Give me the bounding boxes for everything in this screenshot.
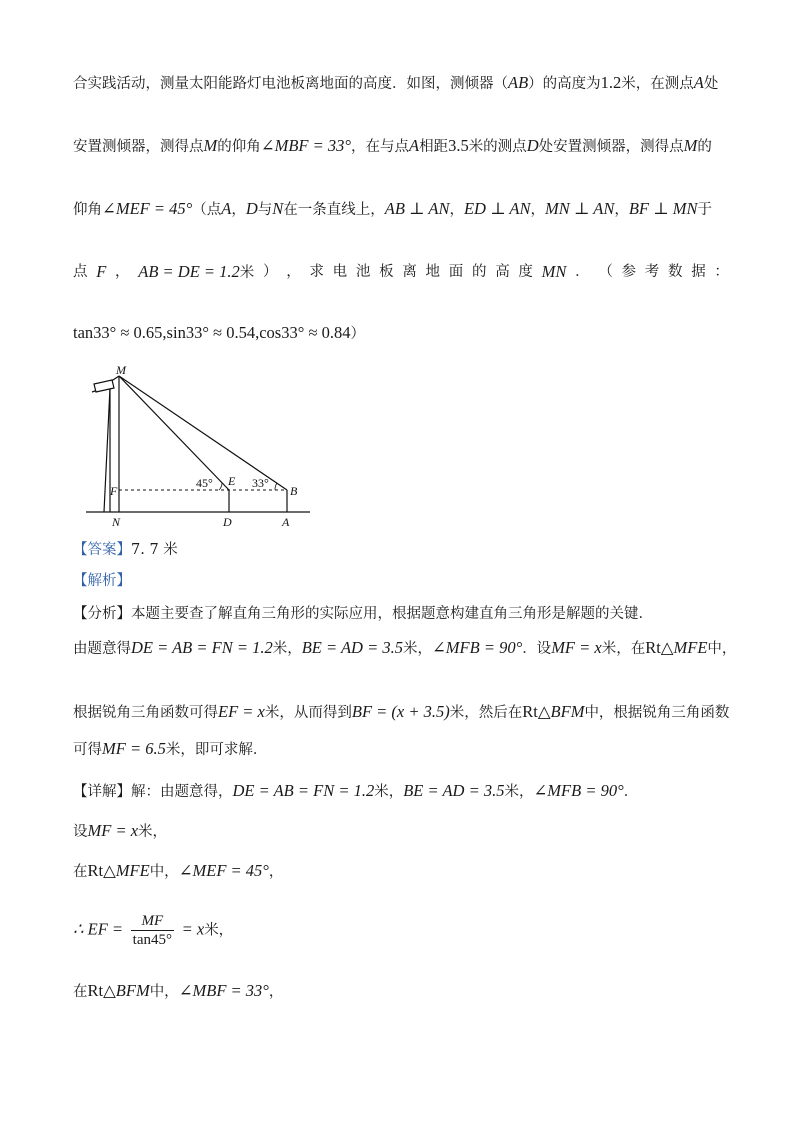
solar-panel <box>94 380 114 392</box>
label-m: M <box>116 363 126 377</box>
geometry-diagram <box>82 362 318 530</box>
problem-line-5: tan33° ≈ 0.65,sin33° ≈ 0.54,cos33° ≈ 0.84） <box>73 323 365 342</box>
sight-line-b <box>119 376 287 490</box>
analysis-line-3: 根据锐角三角函数可得EF = x米，从而得到BF = (x + 3.5)米，然后在Rt△BFM中，根据锐角三角函数 <box>73 702 730 721</box>
analysis-heading: 【解析】 <box>73 573 131 589</box>
detail-line-3: 在Rt△MFE中，∠MEF = 45°， <box>73 861 284 880</box>
analysis-line-1: 【分析】本题主要查了解直角三角形的实际应用，根据题意构建直角三角形是解题的关键． <box>73 606 653 622</box>
problem-line-4: 点 F ， AB = DE = 1.2米 ） ， 求 电 池 板 离 地 面 的 高 度 MN ． （ 参 考 数 据 ： <box>73 262 729 281</box>
label-d: D <box>223 515 232 529</box>
problem-line-1: 合实践活动，测量太阳能路灯电池板离地面的高度．如图，测倾器（AB）的高度为1.2米，在测点A处 <box>73 73 719 92</box>
detail-line-4: ∴ EF = $\frac{MF}{\tan 45^\circ}$ = x米， <box>73 913 234 948</box>
problem-line-2: 安置测倾器，测得点M的仰角∠MBF = 33°，在与点A相距3.5米的测点D处安置测倾器，测得点M的 <box>73 136 712 155</box>
detail-line-5: 在Rt△BFM中，∠MBF = 33°， <box>73 981 284 1000</box>
answer-value: 7. 7 米 <box>131 542 178 558</box>
label-angle-45: 45° <box>196 476 213 490</box>
answer-tag: 【答案】 <box>73 542 131 558</box>
label-f: F <box>110 484 118 498</box>
answer-line <box>73 539 178 561</box>
sight-line-e <box>119 376 229 490</box>
analysis-line-4: 可得MF = 6.5米，即可求解． <box>73 739 268 758</box>
label-b: B <box>290 484 298 498</box>
problem-line-3: 仰角∠MEF = 45°（点A，D与N在一条直线上，AB ⊥ AN，ED ⊥ AN，MN ⊥ AN，BF ⊥ MN于 <box>73 199 713 218</box>
detail-line-1: 【详解】解：由题意得，DE = AB = FN = 1.2米，BE = AD = 3.5米，∠MFB = 90°． <box>73 781 639 800</box>
angle-arc-e <box>219 483 222 490</box>
label-angle-33: 33° <box>252 476 269 490</box>
detail-line-2: 设MF = x米， <box>73 821 168 840</box>
fraction: $\frac{MF}{\tan 45^\circ}$ <box>132 913 172 948</box>
label-a: A <box>282 515 290 529</box>
label-n: N <box>112 515 121 529</box>
angle-arc-b <box>275 483 277 490</box>
label-e: E <box>228 474 236 488</box>
analysis-line-2: 由题意得DE = AB = FN = 1.2米，BE = AD = 3.5米，∠MFB = 90°．设MF = x米，在Rt△MFE中， <box>73 638 737 657</box>
